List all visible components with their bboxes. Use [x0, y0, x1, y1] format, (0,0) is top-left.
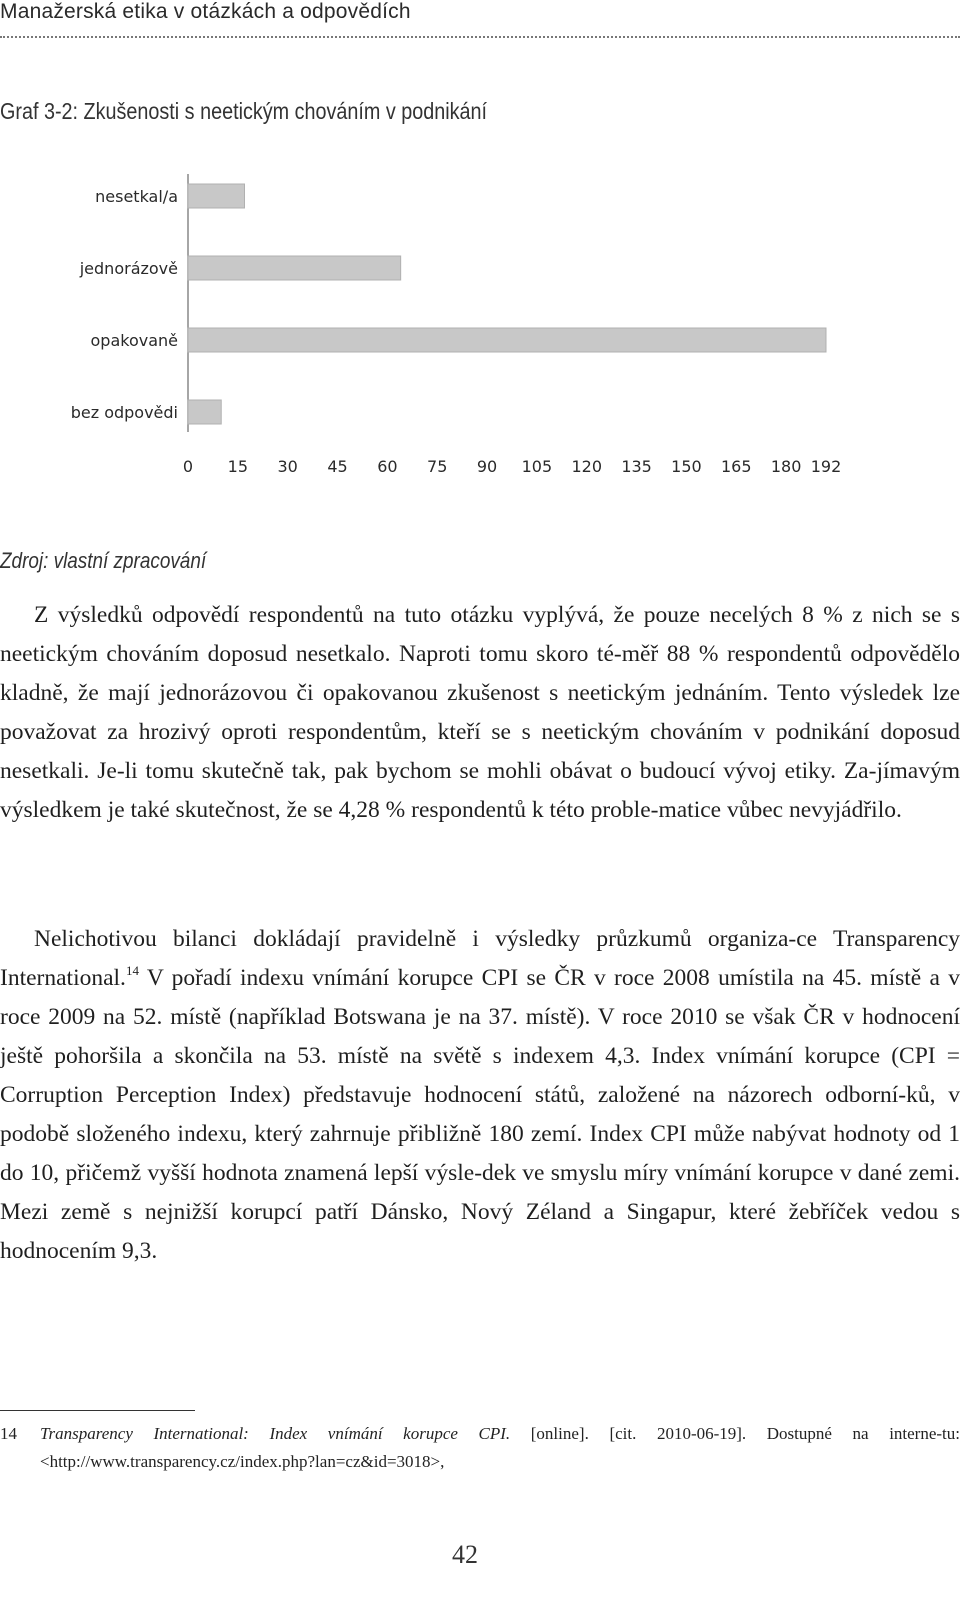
category-label: jednorázově	[79, 259, 178, 278]
x-tick-label: 90	[476, 457, 498, 476]
bar-chart	[0, 160, 960, 500]
category-label: opakovaně	[90, 331, 178, 350]
page-number: 42	[452, 1540, 478, 1569]
paragraph-1	[0, 596, 960, 830]
x-tick-label: 30	[277, 457, 298, 476]
footnote-title: Transparency International: Index vnímání korupce CPI.	[40, 1424, 511, 1443]
paragraph-1-text: Z výsledků odpovědí respondentů na tuto otázku vyplývá, že pouze necelých 8 % z nich se s neetickým chováním doposud nesetkalo. Naproti tomu skoro té-měř 88 % respondentů odpovědělo kladně, že mají jednorázovou či opakovanou zkušenost s neetickým jednáním. Tento výsledek lze považovat za hrozivý oproti respondentům, kteří se s neetickým chováním v podnikání doposud nesetkali. Je-li tomu skutečně tak, pak bychom se mohli obávat o budoucí vývoj etiky. Za-jímavým výsledkem je také skutečnost, že se 4,28 % respondentů k této proble-matice vůbec nevyjádřilo.	[0, 602, 960, 823]
paragraph-2-text-a: Nelichotivou bilanci dokládají pravidelně i výsledky průzkumů organiza-ce Transparency International.	[0, 926, 960, 991]
x-tick-label: 120	[571, 457, 603, 476]
footnote-reference[interactable]: 14	[125, 963, 139, 978]
footnote-number: 14	[0, 1424, 17, 1443]
bar	[188, 184, 244, 208]
running-head: Manažerská etika v otázkách a odpovědích	[0, 0, 411, 23]
x-tick-label: 105	[521, 457, 553, 476]
x-tick-label: 60	[377, 457, 398, 476]
footnote	[0, 1420, 960, 1476]
paragraph-2	[0, 920, 960, 1271]
footnote-divider	[0, 1410, 195, 1411]
bar	[188, 256, 401, 280]
x-tick-label: 15	[227, 457, 249, 476]
x-tick-label: 75	[427, 457, 448, 476]
x-tick-label: 0	[182, 457, 194, 476]
x-tick-label: 150	[671, 457, 702, 476]
x-tick-label: 165	[721, 457, 752, 476]
footnote-text: [online]. [cit. 2010-06-19]. Dostupné na interne-tu: <http://www.transparency.cz/index.php?lan=cz&id=3018>,	[40, 1424, 960, 1471]
bar	[188, 328, 826, 352]
figure-caption: Graf 3-2: Zkušenosti s neetickým chováním v podnikání	[0, 98, 488, 124]
x-tick-label: 135	[621, 457, 652, 476]
x-tick-label: 45	[327, 457, 348, 476]
category-label: bez odpovědi	[70, 403, 178, 422]
x-tick-label: 180	[770, 457, 802, 476]
category-label: nesetkal/a	[95, 187, 178, 206]
x-tick-label: 192	[810, 457, 842, 476]
bar	[188, 400, 221, 424]
footnote-body	[40, 1420, 960, 1476]
header-divider	[0, 36, 960, 38]
source-note: Zdroj: vlastní zpracování	[0, 548, 207, 573]
paragraph-2-text-b: V pořadí indexu vnímání korupce CPI se ČR v roce 2008 umístila na 45. místě a v roce 2009 na 52. místě (například Botswana je na 37. místě). V roce 2010 se však ČR v hodnocení ještě pohoršila a skončila na 53. místě na světě s indexem 4,3. Index vnímání korupce (CPI = Corruption Perception Index) představuje hodnocení států, založené na názorech odborní-ků, v podobě složeného indexu, který zahrnuje přibližně 180 zemí. Index CPI může nabývat hodnoty od 1 do 10, přičemž vyšší hodnota znamená lepší výsle-dek ve smyslu míry vnímání korupce v dané zemi. Mezi země s nejnižší korupcí patří Dánsko, Nový Zéland a Singapur, které žebříček vedou s hodnocením 9,3.	[0, 965, 960, 1264]
